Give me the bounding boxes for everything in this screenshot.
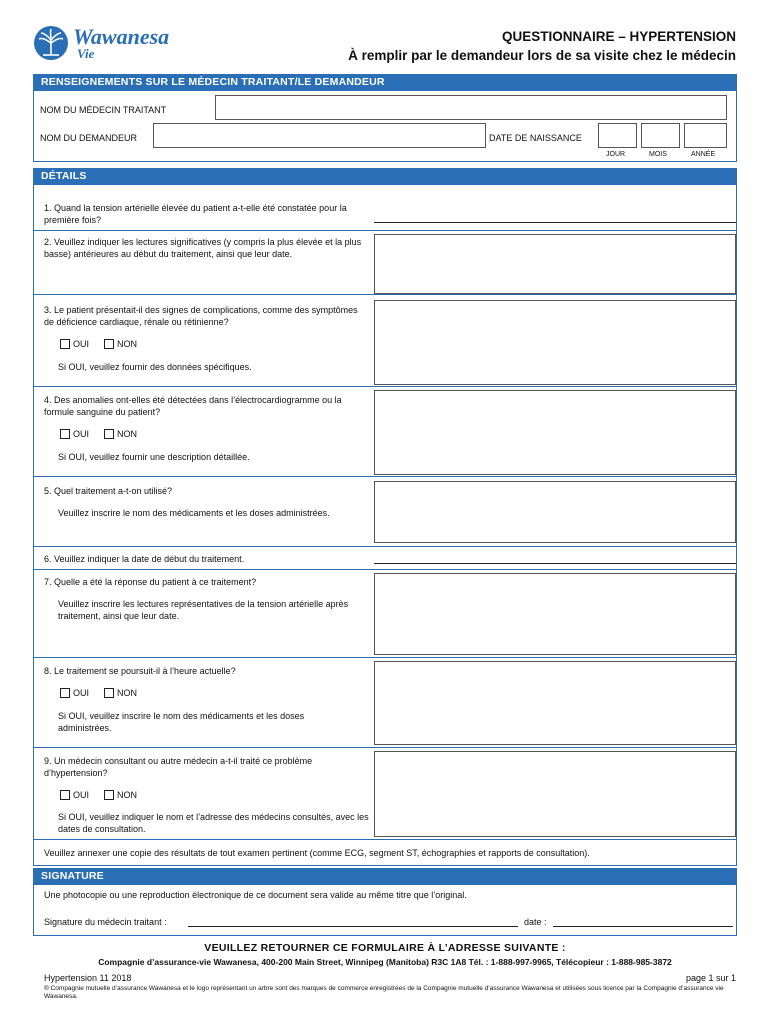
- dob-month-label: MOIS: [649, 151, 667, 158]
- doctor-name-label: NOM DU MÉDECIN TRAITANT: [40, 105, 167, 115]
- logo-sub: Vie: [77, 46, 95, 61]
- section-header-details: DÉTAILS: [33, 168, 737, 184]
- q3-no-label: NON: [117, 339, 137, 349]
- page-number: page 1 sur 1: [685, 973, 736, 983]
- q4-note: Si OUI, veuillez fournir une description détaillée.: [58, 452, 250, 462]
- section-header-signature: SIGNATURE: [33, 868, 737, 884]
- q8-yes-label: OUI: [73, 688, 90, 698]
- q8-no-checkbox[interactable]: [104, 688, 114, 698]
- q3-no-checkbox[interactable]: [104, 339, 114, 349]
- form-id: Hypertension 11 2018: [44, 973, 132, 983]
- dob-label: DATE DE NAISSANCE: [489, 133, 582, 143]
- tree-icon: [33, 25, 69, 61]
- signature-line[interactable]: [188, 926, 518, 927]
- return-address: Compagnie d’assurance-vie Wawanesa, 400-200 Main Street, Winnipeg (Manitoba) R3C 1A8 Tél. : 1-888-997-9965, Télécopieur : 1-888-985-3872: [98, 957, 672, 967]
- page-subtitle: À remplir par le demandeur lors de sa visite chez le médecin: [348, 48, 736, 63]
- dob-year-input[interactable]: [684, 123, 727, 148]
- return-title: VEUILLEZ RETOURNER CE FORMULAIRE À L’ADRESSE SUIVANTE :: [204, 942, 566, 954]
- q4-no-label: NON: [117, 429, 137, 439]
- q9-yes-checkbox[interactable]: [60, 790, 70, 800]
- logo-brand: Wawanesa: [73, 24, 170, 49]
- question-9: 9. Un médecin consultant ou autre médecin a-t-il traité ce problème d’hypertension?: [44, 756, 313, 778]
- question-5: 5. Quel traitement a-t-on utilisé?: [44, 486, 173, 496]
- question-7: 7. Quelle a été la réponse du patient à ce traitement?: [44, 577, 257, 587]
- q9-no-checkbox[interactable]: [104, 790, 114, 800]
- q3-yes-checkbox[interactable]: [60, 339, 70, 349]
- applicant-name-label: NOM DU DEMANDEUR: [40, 133, 138, 143]
- wawanesa-logo: [33, 22, 178, 64]
- section-header-info: RENSEIGNEMENTS SUR LE MÉDECIN TRAITANT/LE DEMANDEUR: [33, 74, 737, 90]
- answer-2-box[interactable]: [374, 234, 736, 294]
- q7-note: Veuillez inscrire les lectures représentatives de la tension artérielle après traitement, ainsi que leur date.: [58, 599, 349, 621]
- dob-month-input[interactable]: [641, 123, 680, 148]
- q8-note: Si OUI, veuillez inscrire le nom des médicaments et les doses administrées.: [58, 711, 305, 733]
- answer-1-line[interactable]: [374, 222, 736, 223]
- answer-3-box[interactable]: [374, 300, 736, 385]
- answer-6-line[interactable]: [374, 563, 736, 564]
- q9-note: Si OUI, veuillez indiquer le nom et l’adresse des médecins consultés, avec les dates de consultation.: [58, 812, 369, 834]
- dob-day-label: JOUR: [606, 151, 626, 158]
- q4-yes-checkbox[interactable]: [60, 429, 70, 439]
- question-8: 8. Le traitement se poursuit-il à l’heure actuelle?: [44, 666, 236, 676]
- dob-year-label: ANNÉE: [691, 151, 716, 158]
- q3-note: Si OUI, veuillez fournir des données spécifiques.: [58, 362, 252, 372]
- doctor-name-input[interactable]: [215, 95, 727, 120]
- copy-validity-note: Une photocopie ou une reproduction électronique de ce document sera valide au même titre que l’original.: [44, 890, 467, 900]
- answer-9-box[interactable]: [374, 751, 736, 837]
- question-6: 6. Veuillez indiquer la date de début du traitement.: [44, 554, 245, 564]
- dob-day-input[interactable]: [598, 123, 637, 148]
- question-4: 4. Des anomalies ont-elles été détectées dans l’électrocardiogramme ou la formule sanguine du patient?: [44, 395, 342, 417]
- page-title: QUESTIONNAIRE – HYPERTENSION: [501, 29, 736, 44]
- answer-8-box[interactable]: [374, 661, 736, 745]
- answer-5-box[interactable]: [374, 481, 736, 543]
- q4-no-checkbox[interactable]: [104, 429, 114, 439]
- answer-7-box[interactable]: [374, 573, 736, 655]
- q5-note: Veuillez inscrire le nom des médicaments et les doses administrées.: [58, 508, 330, 518]
- question-2: 2. Veuillez indiquer les lectures significatives (y compris la plus élevée et la plus basse) antérieures au début du traitement, ainsi que leur date.: [44, 237, 362, 259]
- trademark-notice: ® Compagnie mutuelle d’assurance Wawanesa et le logo représentant un arbre sont des marques de commerce enregistrées de la Compagnie mutuelle d’assurance Wawanesa et utilisées sous licence par la Compagnie d’assurance vie Wawanesa.: [44, 985, 724, 1000]
- q4-yes-label: OUI: [73, 429, 90, 439]
- attachment-note: Veuillez annexer une copie des résultats de tout examen pertinent (comme ECG, segment ST, échographies et rapports de consultation).: [44, 848, 590, 858]
- q8-no-label: NON: [117, 688, 137, 698]
- q9-yes-label: OUI: [73, 790, 90, 800]
- question-1: 1. Quand la tension artérielle élevée du patient a-t-elle été constatée pour la première fois?: [44, 203, 347, 225]
- q8-yes-checkbox[interactable]: [60, 688, 70, 698]
- question-3: 3. Le patient présentait-il des signes de complications, comme des symptômes de déficience cardiaque, rénale ou rétinienne?: [44, 305, 358, 327]
- date-label: date :: [524, 917, 547, 927]
- signature-label: Signature du médecin traitant :: [44, 917, 167, 927]
- q3-yes-label: OUI: [73, 339, 90, 349]
- q9-no-label: NON: [117, 790, 137, 800]
- applicant-name-input[interactable]: [153, 123, 486, 148]
- signature-date-line[interactable]: [553, 926, 733, 927]
- answer-4-box[interactable]: [374, 390, 736, 475]
